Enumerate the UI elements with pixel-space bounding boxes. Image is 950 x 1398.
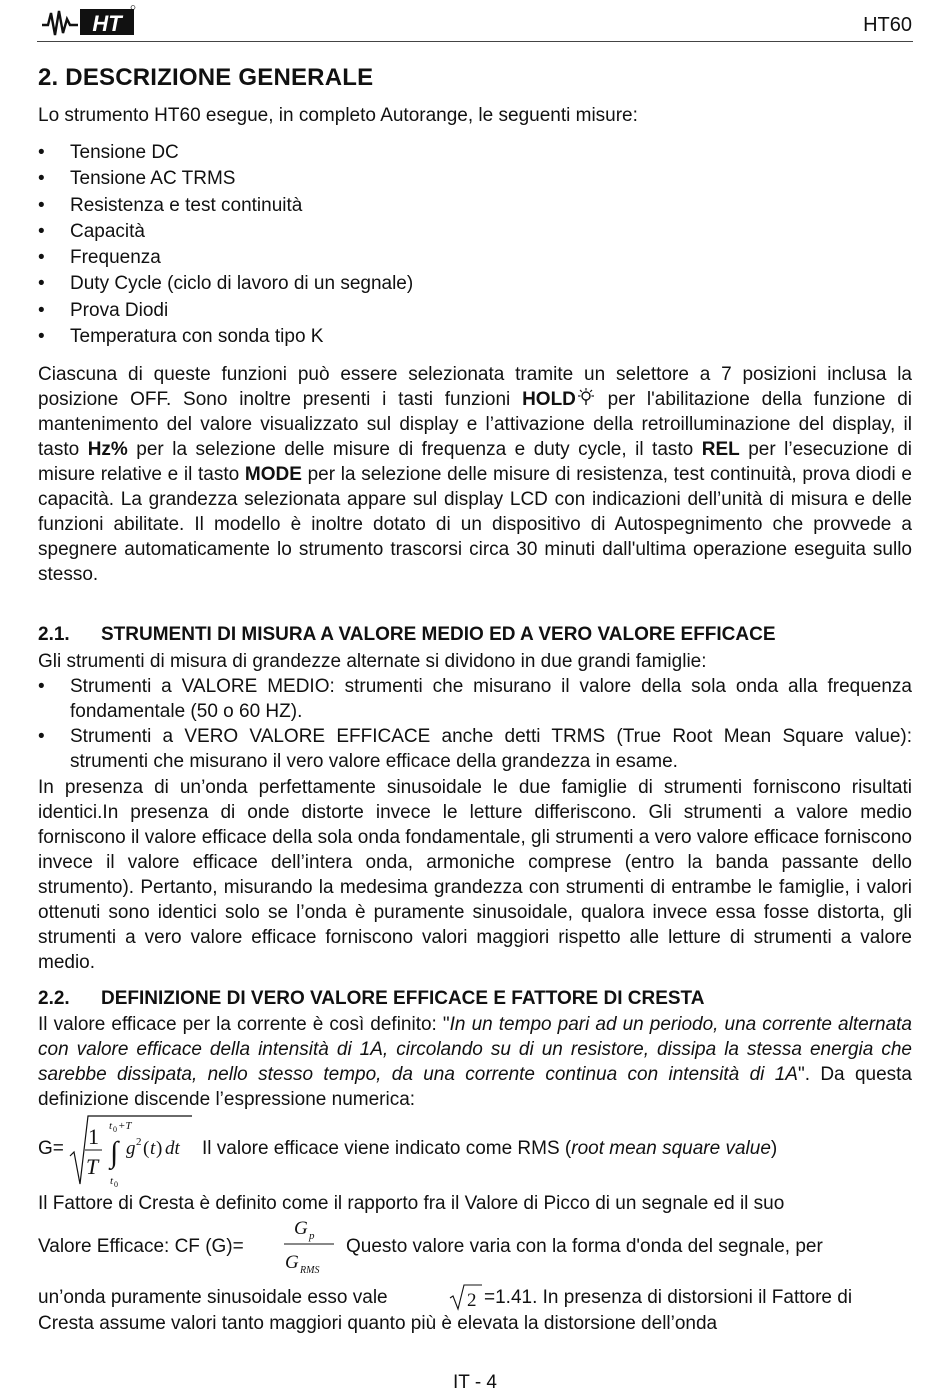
list-item: • Frequenza [38, 247, 161, 269]
svg-text:G: G [294, 1218, 308, 1239]
rms-formula [68, 1112, 196, 1190]
distortion-text: Cresta assume valori tanto maggiori quanto più è elevata la distorsione dell’onda [38, 1313, 718, 1334]
subsection-title-2-2: 2.2. DEFINIZIONE DI VERO VALORE EFFICACE E FATTORE DI CRESTA [38, 988, 705, 1009]
svg-text:2: 2 [136, 1136, 142, 1148]
svg-text:RMS: RMS [300, 1265, 320, 1276]
backlight-icon [576, 389, 596, 410]
svg-text:∫: ∫ [110, 1136, 119, 1169]
sqrt-line-a: un’onda puramente sinusoidale esso vale [38, 1287, 388, 1308]
subsection-intro: Gli strumenti di misura di grandezze alternate si dividono in due grandi famiglie: [38, 651, 707, 672]
svg-text:0: 0 [113, 1125, 117, 1134]
trms-paragraph: In presenza di un’onda perfettamente sinusoidale le due famiglie di strumenti forniscono risultati identici.In presenza di onde distorte invece le letture differiscono. Gli strumenti a valore medio forniscono il valore efficace della sola onda fondamentale, gli strumenti a vero valore efficace forniscono invece il valore efficace dell’intera onda, armoniche comprese (entro la banda passante dello strumento). Pertanto, misurando la medesima grandezza con strumenti di entrambe le famiglie, i valori ottenuti sono identici solo se l’onda è puramente sinusoidale, qualora invece essa fosse distorta, gli strumenti a vero valore efficace forniscono valori maggiori rispetto alle letture di strumenti a valore medio. [38, 777, 912, 973]
sqrt-line-b: =1.41. In presenza di distorsioni il Fattore di [484, 1287, 853, 1308]
sqrt-two [448, 1282, 484, 1312]
svg-text:+T: +T [118, 1120, 132, 1132]
page-number: IT - 4 [453, 1372, 497, 1393]
list-item: • Resistenza e test continuità [38, 194, 303, 216]
svg-text:(: ( [143, 1138, 150, 1159]
list-item: • Strumenti a VERO VALORE EFFICACE anche detti TRMS (True Root Mean Square value): strumenti che misurano il vero valore efficace della grandezza in esame. [38, 726, 912, 772]
formula-lhs: G= [38, 1138, 64, 1159]
hz-key-label: Hz% [87, 439, 128, 460]
rms-definition-paragraph: Il valore efficace per la corrente è così definito: "In un tempo pari ad un periodo, una corrente alternata con valore efficace della intensità di 1A, circolando su di un resistore, dissipa la stessa energia che sarebbe dissipata, nello stesso tempo, da una corrente continua con intensità di 1A". Da questa definizione discende l’espressione numerica: [38, 1014, 912, 1110]
svg-text:t: t [110, 1175, 114, 1187]
list-item: • Duty Cycle (ciclo di lavoro di un segnale) [38, 273, 414, 295]
list-item: • Capacità [38, 220, 145, 242]
family-list [38, 674, 912, 774]
svg-text:p: p [309, 1230, 315, 1242]
ht-logo [38, 5, 138, 39]
svg-text:HT: HT [92, 11, 122, 36]
model-name: HT60 [863, 14, 912, 36]
list-item: • Tensione DC [38, 142, 179, 163]
description-paragraph: Ciascuna di queste funzioni può essere selezionata tramite un selettore a 7 posizioni inclusa la posizione OFF. Sono inoltre presenti i tasti funzioni HOLD per l'abilitazione della funzione di mantenimento del valore visualizzato sul display e l’attivazione della retroilluminazione del display, il tasto Hz% per la selezione delle misure di frequenza e duty cycle, il tasto REL per l’esecuzione di misure relative e il tasto MODE per la selezione delle misure di resistenza, test continuità, prova diodi e capacità. La grandezza selezionata appare sul display LCD con indicazioni dell’unità di misura e delle funzioni abilitate. Il modello è inoltre dotato di un dispositivo di Autospegnimento che provvede a spegnere automaticamente lo strumento trascorsi circa 30 minuti dall'ultima operazione eseguita sullo stesso. [38, 364, 912, 585]
svg-text:2: 2 [467, 1290, 477, 1311]
rms-definition-quote: In un tempo pari ad un periodo, una corrente alternata con valore efficace della intensità di 1A, circolando su di un resistore, dissipa la stessa energia che sarebbe dissipata, nello stesso tempo, da una corrente continua con intensità di 1A [38, 1014, 912, 1085]
svg-text:t: t [109, 1120, 113, 1132]
svg-text:0: 0 [114, 1180, 118, 1189]
rms-note: Il valore efficace viene indicato come RMS (root mean square value) [202, 1138, 778, 1159]
svg-text:1: 1 [88, 1124, 99, 1149]
list-item: • Tensione AC TRMS [38, 168, 236, 190]
list-item: • Temperatura con sonda tipo K [38, 326, 324, 348]
crest-factor-label: Valore Efficace: CF (G)= [38, 1236, 244, 1257]
svg-text:g: g [126, 1138, 136, 1159]
measure-list [38, 140, 912, 350]
subsection-title-2-1: 2.1. STRUMENTI DI MISURA A VALORE MEDIO ED A VERO VALORE EFFICACE [38, 624, 776, 645]
header-divider [37, 41, 913, 42]
section-title: 2. DESCRIZIONE GENERALE [38, 64, 374, 91]
list-item: • Prova Diodi [38, 299, 169, 321]
mode-key-label: MODE [244, 464, 302, 485]
hold-key-label: HOLD [522, 389, 576, 410]
rel-key-label: REL [701, 439, 740, 460]
crest-factor-fraction [282, 1212, 342, 1278]
svg-text:t: t [150, 1138, 156, 1159]
crest-factor-note: Questo valore varia con la forma d'onda del segnale, per [346, 1236, 823, 1257]
crest-factor-definition: Il Fattore di Cresta è definito come il rapporto fra il Valore di Picco di un segnale ed il suo [38, 1193, 785, 1214]
svg-text:T: T [86, 1154, 99, 1179]
intro-text: Lo strumento HT60 esegue, in completo Autorange, le seguenti misure: [38, 105, 638, 126]
svg-text:dt: dt [165, 1138, 180, 1159]
list-item: • Strumenti a VALORE MEDIO: strumenti che misurano il valore della sola onda alla frequenza fondamentale (50 o 60 HZ). [38, 676, 912, 722]
svg-text:): ) [156, 1138, 163, 1159]
svg-text:G: G [285, 1252, 299, 1273]
